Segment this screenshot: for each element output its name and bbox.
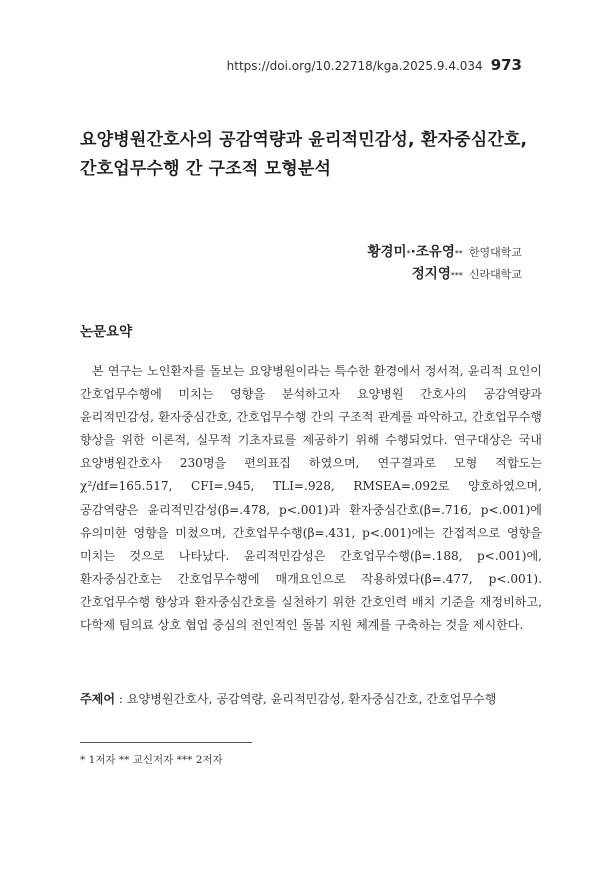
abstract-heading: 논문요약: [80, 324, 133, 340]
author-affiliation: 신라대학교: [468, 268, 522, 281]
keywords-label: 주제어: [80, 692, 116, 706]
keywords-separator: :: [118, 692, 123, 706]
author-affiliation: 한영대학교: [468, 246, 522, 259]
abstract-body: 본 연구는 노인환자를 돌보는 요양병원이라는 특수한 환경에서 정서적, 윤리적 요인이 간호업무수행에 미치는 영향을 분석하고자 요양병원 간호사의 공감역량과 윤리적민감성, 환자중심간호, 간호업무수행 간의 구조적 관계를 파악하고, 간호업무수행 향상을 위한 이론적, 실무적 기초자료를 제공하기 위해 수행되었다. 연구대상은 국내 요양병원간호사 230명을 편의표집 하였으며, 연구결과로 모형 적합도는 χ²/df=165.517, CFI=.945, TLI=.928, RMSEA=.092로 양호하였으며, 공감역량은 윤리적민감성(β=.478, p<.001)과 환자중심간호(β=.716, p<.001)에 유의미한 영향을 미쳤으며, 간호업무수행(β=.431, p<.001)에는 간접적으로 영향을 미치는 것으로 나타났다. 윤리적민감성은 간호업무수행(β=.188, p<.001)에, 환자중심간호는 간호업무수행에 매개요인으로 작용하였다(β=.477, p<.001). 간호업무수행 향상과 환자중심간호를 실천하기 위한 간호인력 배치 기준을 재정비하고, 다학제 팀의료 상호 협업 중심의 전인적인 돌봄 지원 체계를 구축하는 것을 제시한다.: [80, 364, 542, 633]
author-name: 조유영: [415, 244, 455, 260]
author-name: 황경미: [367, 244, 407, 260]
keywords: [80, 690, 550, 707]
running-header: [227, 56, 522, 74]
author-line-2: [412, 262, 522, 282]
author-line-1: [367, 240, 522, 260]
author-mark: *: [406, 249, 411, 258]
keywords-terms: 요양병원간호사, 공감역량, 윤리적민감성, 환자중심간호, 간호업무수행: [126, 692, 497, 706]
author-separator: ·: [410, 244, 416, 260]
footnote-divider: [80, 742, 252, 743]
doi-link[interactable]: https://doi.org/10.22718/kga.2025.9.4.034: [226, 59, 483, 73]
author-mark: **: [454, 249, 463, 258]
paper-title: 요양병원간호사의 공감역량과 윤리적민감성, 환자중심간호, 간호업무수행 간 구조적 모형분석: [80, 130, 528, 179]
page-number: 973: [490, 56, 522, 74]
author-mark: ***: [450, 271, 463, 280]
footnote: * 1저자 ** 교신저자 *** 2저자: [80, 754, 223, 766]
author-name: 정지영: [411, 266, 451, 282]
